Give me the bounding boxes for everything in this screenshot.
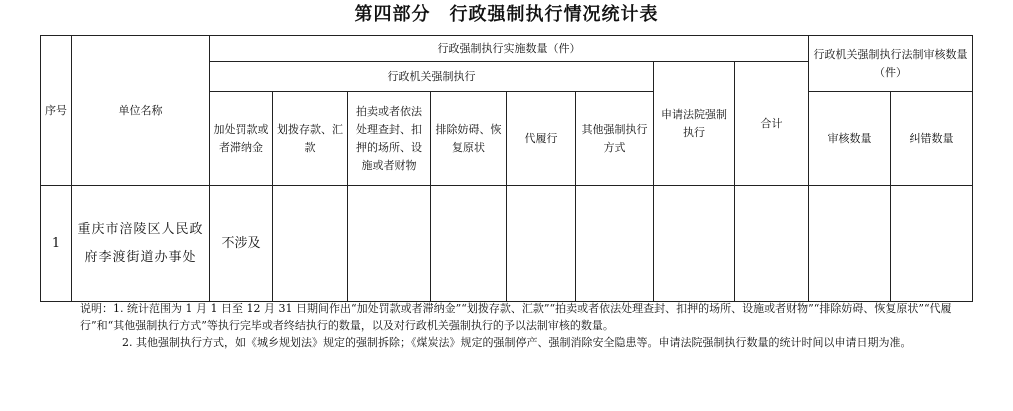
cell-unit-name: 重庆市涪陵区人民政府李渡街道办事处 (72, 186, 210, 302)
table-row (41, 186, 973, 302)
cell-proxy (507, 186, 576, 302)
cell-other-methods (576, 186, 654, 302)
cell-fine: 不涉及 (210, 186, 273, 302)
cell-review-count (809, 186, 891, 302)
header-implementation-count: 行政强制执行实施数量（件） (210, 36, 809, 62)
cell-correction-count (891, 186, 973, 302)
cell-transfer (273, 186, 348, 302)
note-2: 2. 其他强制执行方式，如《城乡规划法》规定的强制拆除；《煤炭法》规定的强制停产、强制消除安全隐患等。申请法院强制执行数量的统计时间以申请日期为准。 (122, 336, 912, 349)
header-proxy: 代履行 (507, 92, 576, 186)
header-agency-execution: 行政机关强制执行 (210, 62, 654, 92)
note-1: 说明：1. 统计范围为 1 月 1 日至 12 月 31 日期间作出“加处罚款或者滞纳金”“划拨存款、汇款”“拍卖或者依法处理查封、扣押的场所、设施或者财物”“排除妨碍、恢复原状”“代履行”和“其他强制执行方式”等执行完毕或者终结执行的数量，以及对行政机关强制执行的予以法制审核的数量。 (80, 302, 952, 332)
header-remove-obstruction: 排除妨碍、恢复原状 (431, 92, 507, 186)
cell-remove-obstruction (431, 186, 507, 302)
cell-court-execution (654, 186, 735, 302)
header-court-execution: 申请法院强制执行 (654, 62, 735, 186)
header-fine: 加处罚款或者滞纳金 (210, 92, 273, 186)
header-review-count: 审核数量 (809, 92, 891, 186)
cell-total (735, 186, 809, 302)
cell-auction (348, 186, 431, 302)
page-title: 第四部分 行政强制执行情况统计表 (354, 4, 659, 25)
header-correction-count: 纠错数量 (891, 92, 973, 186)
notes (80, 300, 960, 351)
header-unit-name: 单位名称 (72, 36, 210, 186)
header-auction: 拍卖或者依法处理查封、扣押的场所、设施或者财物 (348, 92, 431, 186)
cell-seq: 1 (41, 186, 72, 302)
header-transfer: 划拨存款、汇款 (273, 92, 348, 186)
header-other-methods: 其他强制执行方式 (576, 92, 654, 186)
header-seq: 序号 (41, 36, 72, 186)
header-total: 合计 (735, 62, 809, 186)
header-review-group: 行政机关强制执行法制审核数量（件） (809, 36, 973, 92)
statistics-table (40, 35, 973, 302)
